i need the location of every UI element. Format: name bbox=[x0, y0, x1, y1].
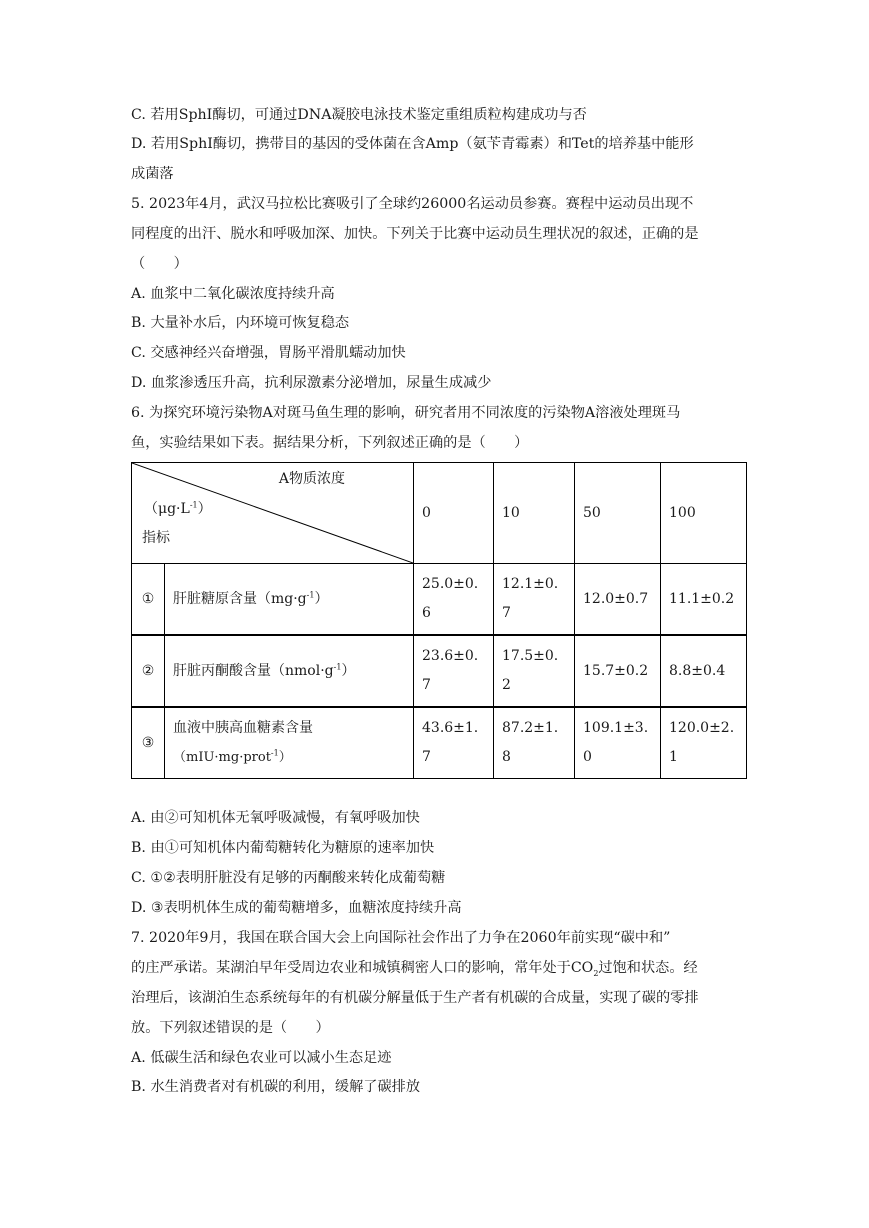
row-label: 肝脏丙酮酸含量$(nmol\cdot g^{-1})$ bbox=[165, 635, 414, 707]
row-index: ② bbox=[132, 635, 165, 707]
row-value: 15.7±0.2 bbox=[575, 635, 661, 707]
table-row bbox=[132, 564, 747, 636]
row-value: 12.0±0.7 bbox=[575, 564, 661, 636]
table-row bbox=[132, 635, 747, 707]
q6-option-a: A. 由②可知机体无氧呼吸减慢，有氧呼吸加快 bbox=[131, 810, 420, 826]
row-index: ③ bbox=[132, 707, 165, 779]
q6-results-table bbox=[131, 462, 747, 779]
row-index: ① bbox=[132, 564, 165, 636]
q7-stem-line-4: 放。下列叙述错误的是（ ） bbox=[131, 1020, 330, 1036]
header-concentration-label: A物质浓度 bbox=[278, 471, 345, 487]
q7-stem-line-3: 治理后，该湖泊生态系统每年的有机碳分解量低于生产者有机碳的合成量，实现了碳的零排 bbox=[131, 990, 699, 1006]
q5-stem-line-2: 同程度的出汗、脱水和呼吸加深、加快。下列关于比赛中运动员生理状况的叙述，正确的是 bbox=[131, 226, 699, 242]
concentration-10: 10 bbox=[494, 463, 575, 564]
q6-option-c: C. ①②表明肝脏没有足够的丙酮酸来转化成葡萄糖 bbox=[131, 870, 446, 886]
q7-stem-line-2: 的庄严承诺。某湖泊早年受周边农业和城镇稠密人口的影响，常年处于$CO_2$过饱和状态。经 bbox=[131, 960, 698, 978]
row-value: 109.1±3.0 bbox=[575, 707, 661, 779]
row-value: 12.1±0.7 bbox=[494, 564, 575, 636]
concentration-50: 50 bbox=[575, 463, 661, 564]
q5-stem-line-3: （ ） bbox=[131, 256, 188, 272]
row-value: 23.6±0.7 bbox=[414, 635, 494, 707]
row-label: 肝脏糖原含量$(mg\cdot g^{-1})$ bbox=[165, 564, 414, 636]
header-unit-label: $(\mu g\cdot L^{-1})$ bbox=[144, 500, 212, 517]
q4-option-c: C. 若用SphⅠ酶切，可通过DNA凝胶电泳技术鉴定重组质粒构建成功与否 bbox=[131, 107, 587, 123]
table-row bbox=[132, 707, 747, 779]
row-value: 43.6±1.7 bbox=[414, 707, 494, 779]
q5-option-d: D. 血浆渗透压升高，抗利尿激素分泌增加，尿量生成减少 bbox=[131, 375, 492, 391]
q5-option-b: B. 大量补水后，内环境可恢复稳态 bbox=[131, 315, 350, 331]
row-value: 87.2±1.8 bbox=[494, 707, 575, 779]
q5-option-a: A. 血浆中二氧化碳浓度持续升高 bbox=[131, 286, 335, 302]
q6-stem-line-2: 鱼，实验结果如下表。据结果分析，下列叙述正确的是（ ） bbox=[131, 435, 529, 451]
row-label: 血液中胰高血糖素含量 （mIU·mg·prot$^{-1}$） bbox=[165, 707, 414, 779]
q5-option-c: C. 交感神经兴奋增强，胃肠平滑肌蠕动加快 bbox=[131, 345, 406, 361]
row-value: 17.5±0.2 bbox=[494, 635, 575, 707]
q4-option-d: D. 若用SphⅠ酶切，携带目的基因的受体菌在含Amp（氨苄青霉素）和Tet的培养基中能形 bbox=[131, 136, 694, 152]
header-indicator-label: 指标 bbox=[142, 530, 170, 546]
row-value: 8.8±0.4 bbox=[661, 635, 747, 707]
concentration-100: 100 bbox=[661, 463, 747, 564]
concentration-0: 0 bbox=[414, 463, 494, 564]
q6-option-b: B. 由①可知机体内葡萄糖转化为糖原的速率加快 bbox=[131, 840, 435, 856]
row-value: 25.0±0.6 bbox=[414, 564, 494, 636]
q4-option-d-continued: 成菌落 bbox=[131, 166, 174, 182]
row-value: 120.0±2.1 bbox=[661, 707, 747, 779]
row-value: 11.1±0.2 bbox=[661, 564, 747, 636]
q6-stem-line-1: 6. 为探究环境污染物A对斑马鱼生理的影响，研究者用不同浓度的污染物A溶液处理斑马 bbox=[131, 405, 681, 421]
q7-stem-line-1: 7. 2020年9月，我国在联合国大会上向国际社会作出了力争在2060年前实现“碳中和” bbox=[131, 930, 671, 946]
q7-option-b: B. 水生消费者对有机碳的利用，缓解了碳排放 bbox=[131, 1079, 421, 1095]
table-diagonal-header bbox=[132, 463, 414, 564]
q6-option-d: D. ③表明机体生成的葡萄糖增多，血糖浓度持续升高 bbox=[131, 900, 462, 916]
q5-stem-line-1: 5. 2023年4月，武汉马拉松比赛吸引了全球约26000名运动员参赛。赛程中运动员出现不 bbox=[131, 196, 694, 212]
q7-option-a: A. 低碳生活和绿色农业可以减小生态足迹 bbox=[131, 1050, 392, 1066]
